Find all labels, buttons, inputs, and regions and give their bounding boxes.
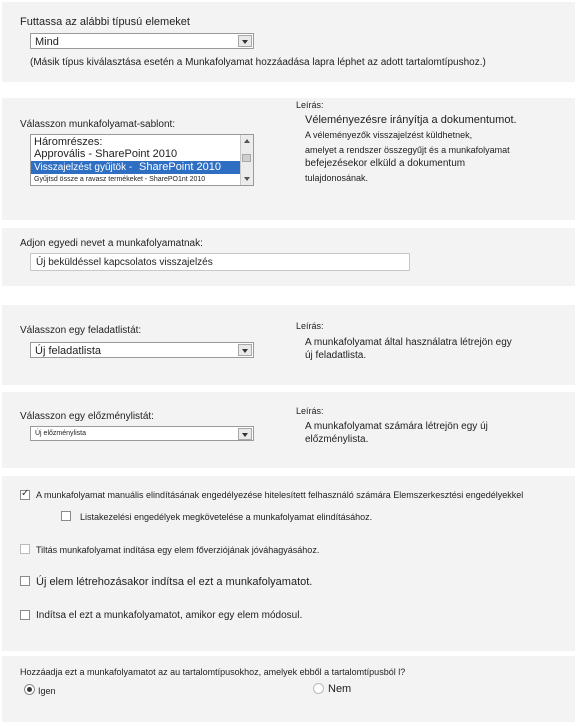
template-description-line: befejezésekor elküld a dokumentum [305, 158, 466, 169]
start-options-section [2, 476, 575, 651]
major-version-checkbox[interactable] [20, 544, 30, 554]
task-list-label: Válasszon egy feladatlistát: [20, 325, 142, 336]
template-option-selected-label: Visszajelzést gyűjtök - [34, 162, 133, 173]
content-types-question: Hozzáadja ezt a munkafolyamatot az au tartalomtípusokhoz, amelyek ebből a tartalomtípusból l? [20, 667, 406, 677]
no-radio[interactable] [313, 683, 324, 694]
manual-start-checkbox[interactable] [20, 490, 30, 500]
task-list-selected-value: Új feladatlista [35, 345, 102, 357]
history-list-description-line: A munkafolyamat számára létrejön egy új [305, 421, 488, 432]
template-option[interactable]: Approvális - SharePoint 2010 [34, 148, 178, 160]
workflow-name-value: Új beküldéssel kapcsolatos visszajelzés [36, 257, 213, 268]
on-create-checkbox[interactable] [20, 576, 30, 586]
listbox-scrollbar[interactable] [240, 135, 253, 185]
item-types-label: Futtassa az alábbi típusú elemeket [20, 16, 190, 28]
item-types-select[interactable] [30, 33, 254, 49]
on-change-label: Indítsa el ezt a munkafolyamatot, amikor egy elem módosul. [36, 610, 303, 621]
template-description-line: Véleményezésre irányítja a dokumentumot. [305, 114, 517, 126]
scroll-down-icon[interactable] [244, 177, 250, 181]
item-types-selected-value: Mind [35, 36, 59, 48]
template-option[interactable]: Gyűjtsd össze a ravasz termékeket - SharePO1nt 2010 [34, 176, 206, 183]
history-list-description-heading: Leírás: [296, 406, 324, 416]
chevron-down-icon[interactable] [238, 428, 252, 440]
content-types-section [2, 656, 575, 722]
yes-radio[interactable] [24, 684, 35, 695]
template-description-line: tulajdonosának. [305, 173, 369, 183]
template-description-line: A véleményezők visszajelzést küldhetnek, [305, 130, 473, 140]
template-listbox[interactable] [30, 134, 254, 186]
require-manage-label: Listakezelési engedélyek megkövetelése a munkafolyamat elindításához. [80, 512, 373, 522]
scroll-up-icon[interactable] [244, 139, 250, 143]
manual-start-label: A munkafolyamat manuális elindításának engedélyezése hitelesített felhasználó számára Elemszerkesztési engedélyekkel [36, 490, 524, 500]
history-list-description-line: előzménylista. [305, 434, 369, 445]
template-option[interactable]: Háromrészes: [34, 136, 103, 148]
major-version-label: Tiltás munkafolyamat indítása egy elem főverziójának jóváhagyásához. [36, 545, 320, 555]
on-change-checkbox[interactable] [20, 610, 30, 620]
template-option-selected-suffix: SharePoint 2010 [139, 161, 221, 173]
workflow-name-input[interactable] [30, 253, 410, 271]
task-list-description-line: A munkafolyamat által használatra létrejön egy [305, 337, 512, 348]
scroll-thumb[interactable] [242, 154, 251, 162]
history-list-label: Válasszon egy előzménylistát: [20, 411, 154, 422]
task-list-select[interactable] [30, 342, 254, 358]
history-list-select[interactable] [30, 426, 254, 441]
on-create-label: Új elem létrehozásakor indítsa el ezt a munkafolyamatot. [36, 576, 313, 588]
no-radio-label: Nem [328, 683, 352, 695]
template-description-heading: Leírás: [296, 100, 324, 110]
task-list-description-line: új feladatlista. [305, 350, 367, 361]
yes-radio-label: Igen [38, 686, 56, 696]
history-list-selected-value: Új előzménylista [35, 430, 86, 437]
require-manage-checkbox[interactable] [61, 511, 71, 521]
chevron-down-icon[interactable] [238, 344, 252, 356]
task-list-description-heading: Leírás: [296, 321, 324, 331]
name-label: Adjon egyedi nevet a munkafolyamatnak: [20, 238, 203, 249]
item-types-note: (Másik típus kiválasztása esetén a Munkafolyamat hozzáadása lapra léphet az adott tartalomtípushoz.) [30, 57, 486, 68]
chevron-down-icon[interactable] [238, 35, 252, 47]
template-label: Válasszon munkafolyamat-sablont: [20, 119, 176, 130]
template-description-line: amelyet a rendszer összegyűjt és a munkafolyamat [305, 145, 510, 155]
